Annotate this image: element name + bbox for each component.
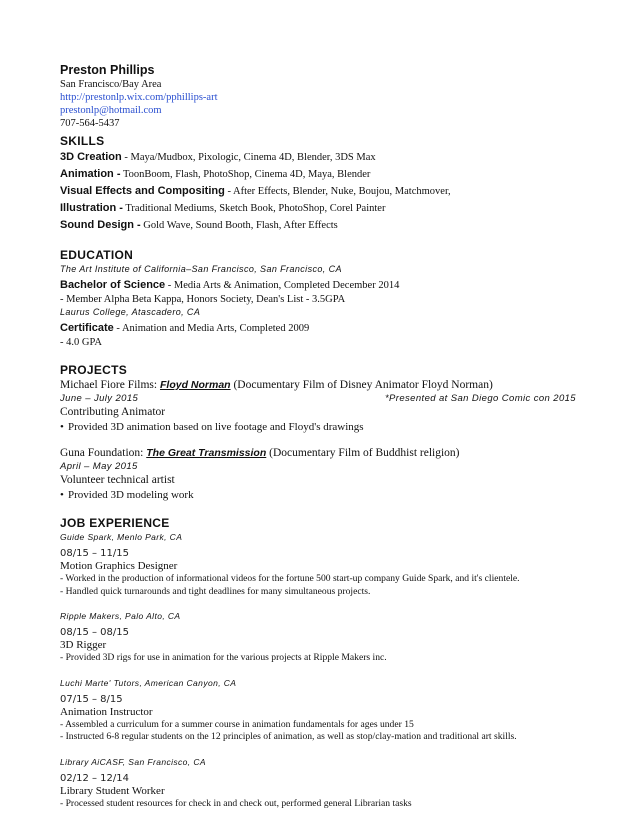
- job-employer: Library AiCASF, San Francisco, CA: [60, 756, 206, 767]
- degree-bachelor: Bachelor of Science - Media Arts & Animation, Completed December 2014: [60, 279, 400, 291]
- project-item: [60, 446, 580, 502]
- location: San Francisco/Bay Area: [60, 79, 162, 90]
- job-description-line: - Provided 3D rigs for use in animation for the various projects at Ripple Makers inc.: [60, 652, 387, 663]
- degree-certificate: Certificate - Animation and Media Arts, Completed 2009: [60, 322, 310, 334]
- job-experience-heading: JOB EXPERIENCE: [60, 516, 170, 530]
- project-bullet: • Provided 3D animation based on live footage and Floyd's drawings: [60, 421, 364, 433]
- project-role: Volunteer technical artist: [60, 474, 175, 486]
- skill-sound-design: Sound Design - Gold Wave, Sound Booth, Flash, After Effects: [60, 219, 338, 231]
- job-title: Animation Instructor: [60, 705, 153, 718]
- bullet-icon: •: [60, 421, 64, 433]
- job-employer: Guide Spark, Menlo Park, CA: [60, 532, 183, 542]
- job-item: [60, 610, 580, 665]
- education-heading: EDUCATION: [60, 248, 134, 262]
- project-bullet: • Provided 3D modeling work: [60, 489, 194, 501]
- project-item: [60, 378, 580, 434]
- resume-document: [60, 62, 580, 810]
- projects-heading: PROJECTS: [60, 363, 128, 377]
- job-item: [60, 531, 580, 598]
- job-title: 3D Rigger: [60, 639, 107, 651]
- project-note: *Presented at San Diego Comic con 2015: [384, 393, 576, 404]
- skills-heading: SKILLS: [60, 134, 105, 148]
- job-description-line: - Handled quick turnarounds and tight deadlines for many simultaneous projects.: [60, 585, 371, 597]
- degree-bachelor-note: - Member Alpha Beta Kappa, Honors Society, Dean's List - 3.5GPA: [60, 294, 346, 305]
- job-title: Motion Graphics Designer: [60, 560, 178, 572]
- project-dates: April – May 2015: [60, 461, 138, 472]
- job-dates: 07/15 – 8/15: [60, 693, 123, 705]
- email-link[interactable]: prestonlp@hotmail.com: [60, 105, 162, 116]
- job-dates: 08/15 – 08/15: [60, 627, 129, 638]
- skill-illustration: Illustration - Traditional Mediums, Sketch Book, PhotoShop, Corel Painter: [60, 202, 386, 214]
- job-description-line: - Instructed 6-8 regular students on the 12 principles of animation, as well as stop/clay-mation and traditional art skills.: [60, 731, 517, 742]
- phone-number: 707-564-5437: [60, 118, 120, 129]
- project-role: Contributing Animator: [60, 406, 166, 418]
- job-employer: Luchi Marte' Tutors, American Canyon, CA: [60, 677, 237, 688]
- job-dates: 08/15 – 11/15: [60, 548, 129, 559]
- project-film-name: The Great Transmission: [146, 447, 267, 459]
- school-art-institute: The Art Institute of California–San Francisco, San Francisco, CA: [60, 264, 342, 274]
- job-description-line: - Processed student resources for check in and check out, performed general Librarian tasks: [60, 797, 412, 809]
- skill-3d-creation: 3D Creation - Maya/Mudbox, Pixologic, Cinema 4D, Blender, 3DS Max: [60, 151, 376, 163]
- project-dates-row: [60, 461, 576, 473]
- job-dates: 02/12 – 12/14: [60, 772, 129, 784]
- bullet-icon: •: [60, 489, 64, 501]
- job-employer: Ripple Makers, Palo Alto, CA: [60, 611, 181, 621]
- project-title: Guna Foundation: The Great Transmission (Documentary Film of Buddhist religion): [60, 447, 460, 459]
- project-dates: June – July 2015: [60, 393, 139, 404]
- project-film-name: Floyd Norman: [159, 379, 231, 391]
- project-title: Michael Fiore Films: Floyd Norman (Documentary Film of Disney Animator Floyd Norman): [60, 379, 493, 391]
- job-description-line: - Assembled a curriculum for a summer course in animation fundamentals for ages under 15: [60, 718, 414, 730]
- job-item: [60, 677, 580, 744]
- skill-vfx-compositing: Visual Effects and Compositing - After Effects, Blender, Nuke, Boujou, Matchmover,: [60, 185, 451, 197]
- skill-animation: Animation - ToonBoom, Flash, PhotoShop, Cinema 4D, Maya, Blender: [60, 168, 371, 180]
- job-description-line: - Worked in the production of informational videos for the fortune 500 start-up company Guide Spark, and it's clientele.: [60, 573, 520, 584]
- website-link[interactable]: http://prestonlp.wix.com/pphillips-art: [60, 92, 218, 103]
- candidate-name: Preston Phillips: [60, 63, 155, 77]
- job-item: [60, 756, 580, 811]
- project-dates-row: [60, 393, 576, 405]
- job-title: Library Student Worker: [60, 784, 165, 797]
- school-laurus-college: Laurus College, Atascadero, CA: [60, 307, 201, 317]
- degree-certificate-note: - 4.0 GPA: [60, 337, 102, 348]
